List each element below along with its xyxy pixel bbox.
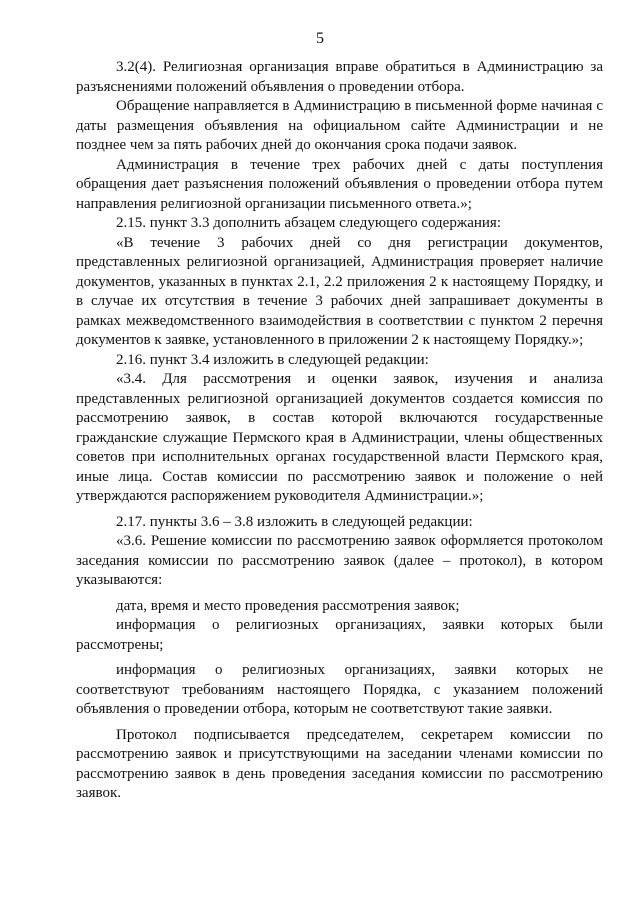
paragraph-3-2-4: 3.2(4). Религиозная организация вправе обратиться в Администрацию за разъяснениями положений объявления о проведении отбора. [76,59,603,95]
paragraph-2-15: 2.15. пункт 3.3 дополнить абзацем следующего содержания: [116,215,501,231]
paragraph-appeal-submission: Обращение направляется в Администрацию в письменной форме начиная с даты размещения объявления на официальном сайте Администрации и не позднее чем за пять рабочих дней до окончания срока подачи заявок. [76,98,603,153]
paragraph-3-3-addition: «В течение 3 рабочих дней со дня регистрации документов, представленных религиозной организацией, Администрация проверяет наличие документов, указанных в пунктах 2.1, 2.2 приложения 2 к настоящему Порядку, и в случае их отсутствия в течение 3 рабочих дней запрашивает документы в рамках межведомственного взаимодействия в соответствии с пунктом 2 перечня документов к заявке, установленного в приложении 2 к настоящему Порядку.»; [76,234,603,348]
document-body [76,58,603,804]
paragraph-protocol-signing: Протокол подписывается председателем, секретарем комиссии по рассмотрению заявок и присутствующими на заседании членами комиссии по рассмотрению заявок в день проведения заседания комиссии по рассмотрению заявок. [76,726,603,801]
paragraph-3-4: «3.4. Для рассмотрения и оценки заявок, изучения и анализа представленных религиозной организацией документов создается комиссия по рассмотрению заявок, в состав которой включаются государственные гражданские служащие Пермского края в Администрации, члены общественных советов при исполнительных органах государственной власти Пермского края, иные лица. Состав комиссии по рассмотрению заявок и положение о ней утверждаются распоряжением руководителя Администрации.»; [76,371,603,504]
paragraph-protocol-date: дата, время и место проведения рассмотрения заявок; [116,597,460,614]
paragraph-protocol-noncompliant: информация о религиозных организациях, заявки которых не соответствуют требованиям настоящего Порядка, с указанием положений объявления о проведении отбора, которым не соответствуют такие заявки. [76,662,603,717]
paragraph-3-6: «3.6. Решение комиссии по рассмотрению заявок оформляется протоколом заседания комиссии по рассмотрению заявок (далее – протокол), в котором указываются: [76,533,603,588]
page-number: 5 [316,30,324,47]
paragraph-administration-response: Администрация в течение трех рабочих дней с даты поступления обращения дает разъяснения положений объявления о проведении отбора путем направления религиозной организации письменного ответа.»; [76,156,603,212]
paragraph-2-16: 2.16. пункт 3.4 изложить в следующей редакции: [116,351,429,368]
paragraph-protocol-reviewed: информация о религиозных организациях, заявки которых были рассмотрены; [76,617,603,653]
paragraph-2-17: 2.17. пункты 3.6 – 3.8 изложить в следующей редакции: [116,513,473,530]
